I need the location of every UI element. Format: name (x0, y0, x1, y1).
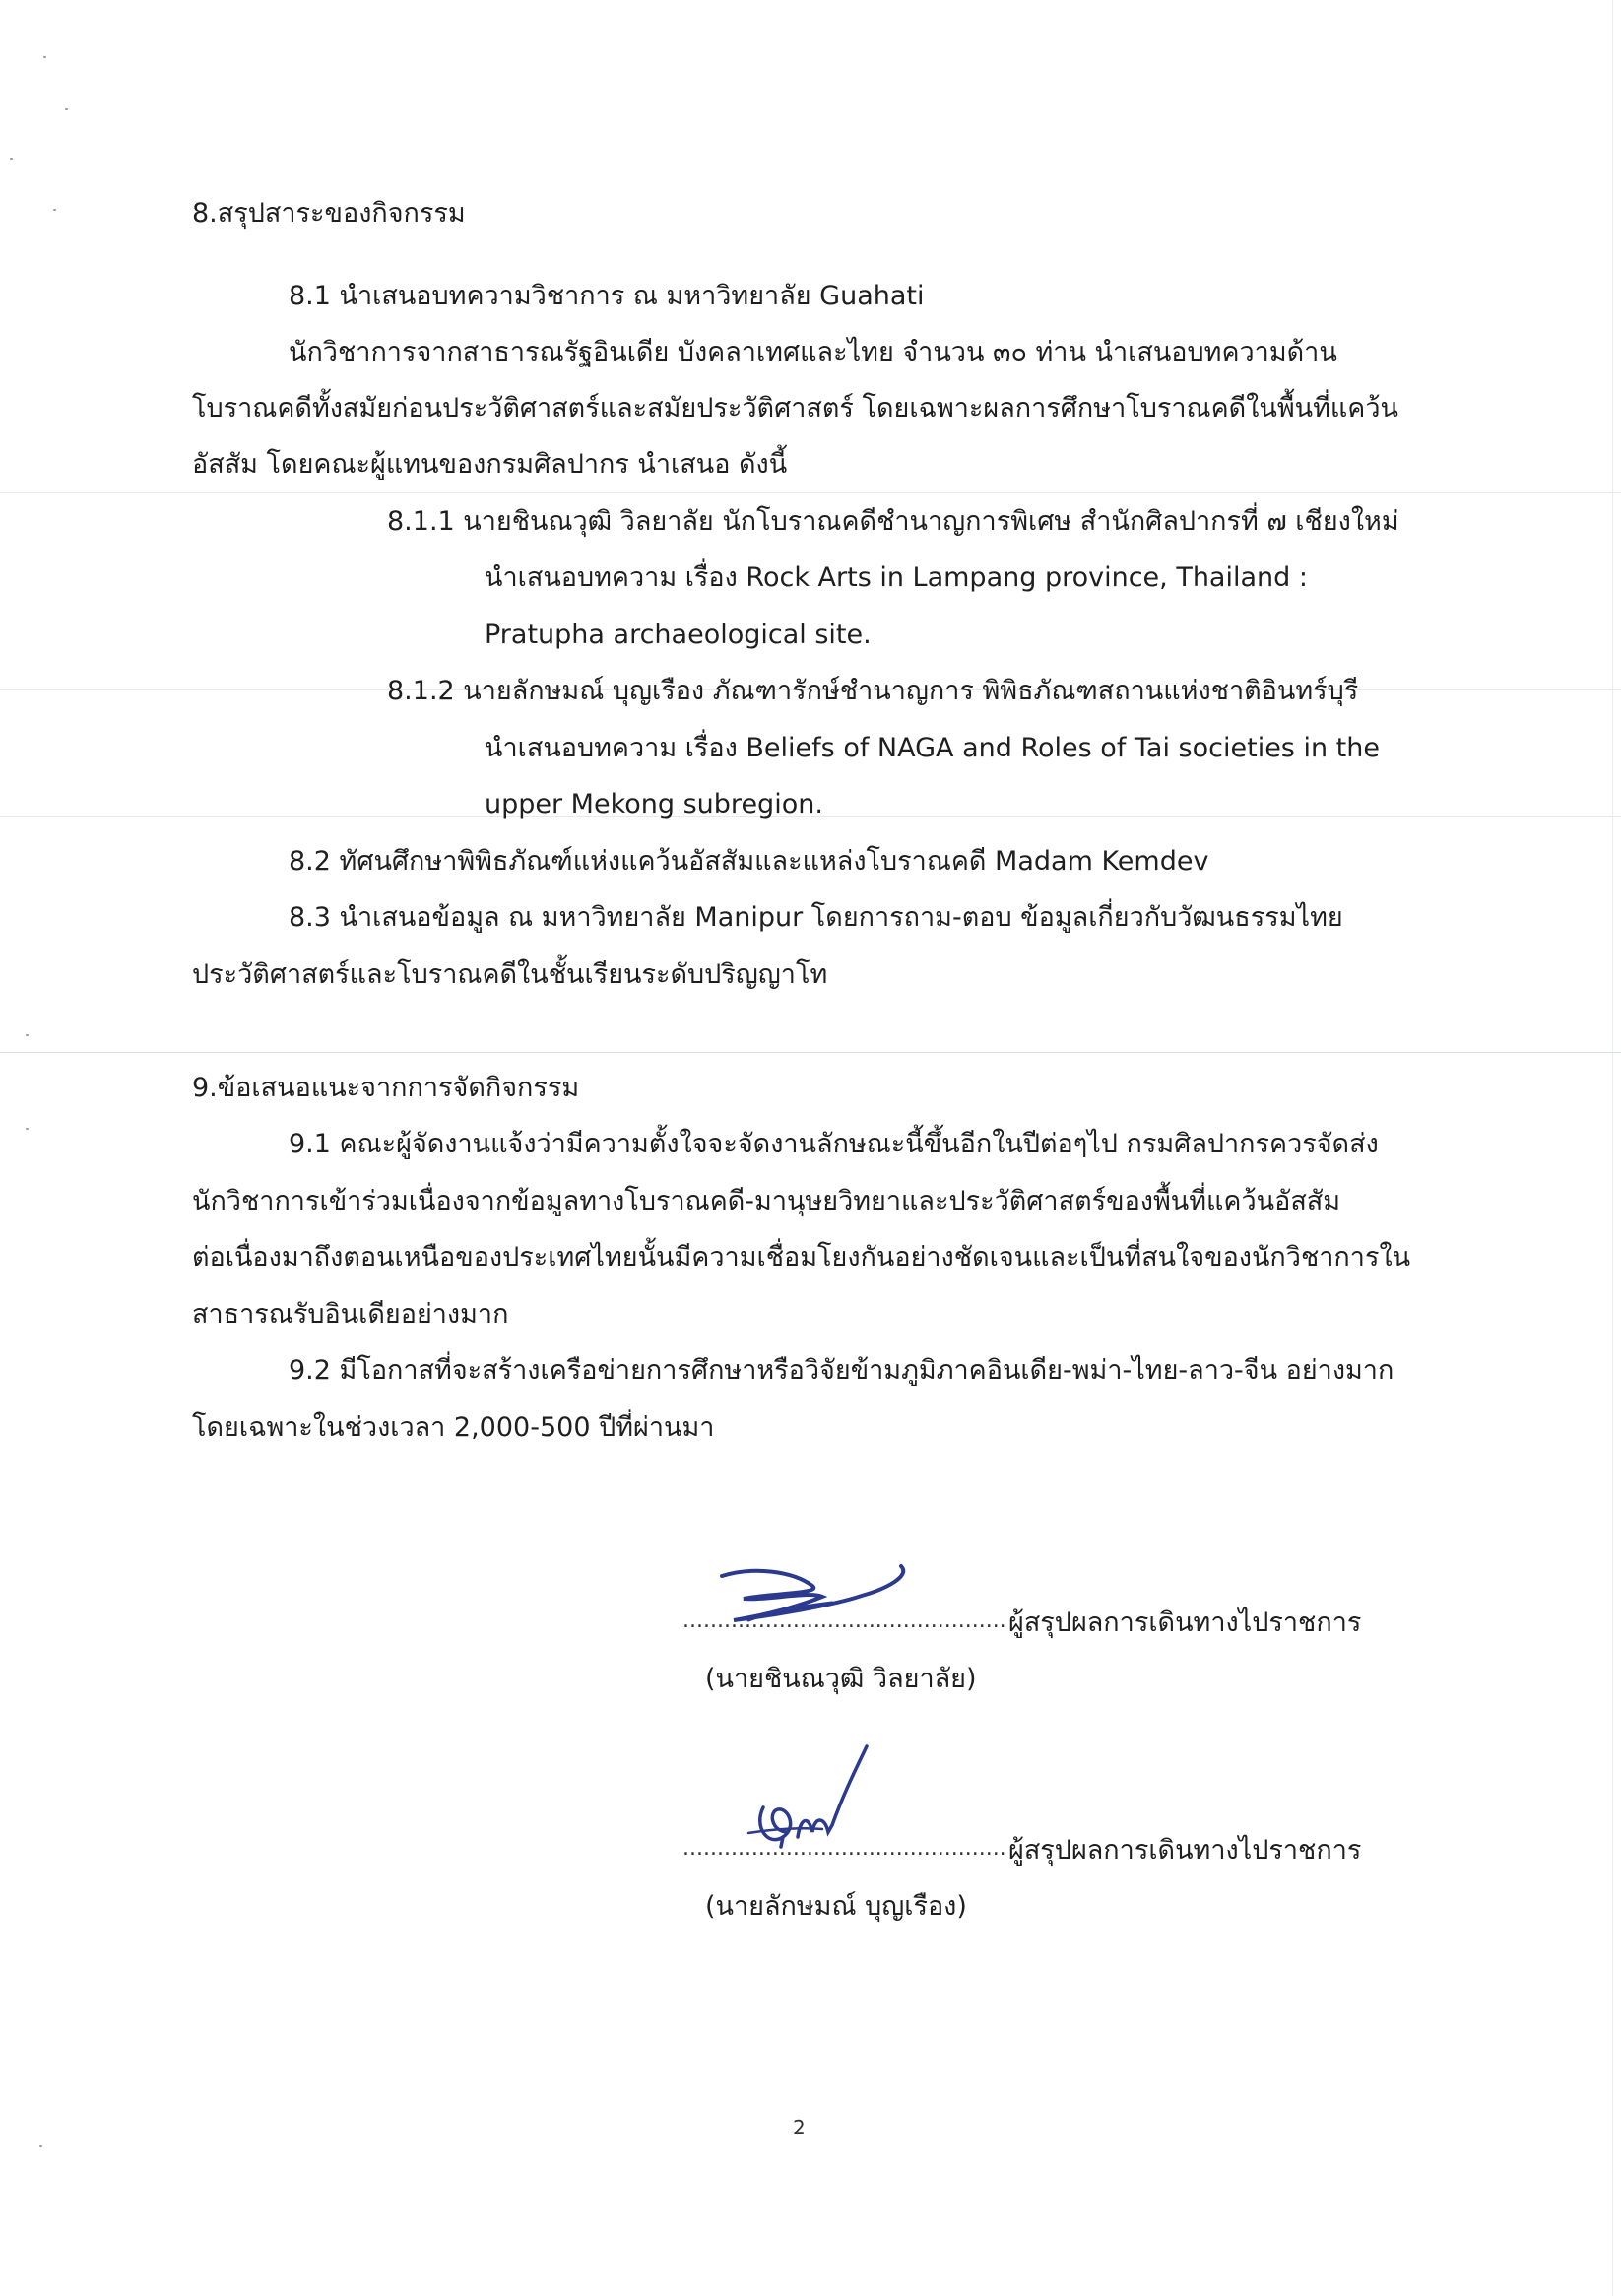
signature-2-dotted-line: ............................................... (682, 1836, 1006, 1861)
item-8-3-line: ประวัติศาสตร์และโบราณคดีในชั้นเรียนระดับปริญญาโท (192, 959, 828, 990)
item-8-1-1: 8.1.1 นายชินณวุฒิ วิลยาลัย นักโบราณคดีชำนาญการพิเศษ สำนักศิลปากรที่ ๗ เชียงใหม่ (387, 506, 1399, 537)
item-9-1-line: นักวิชาการเข้าร่วมเนื่องจากข้อมูลทางโบราณคดี-มานุษยวิทยาและประวัติศาสตร์ของพื้นที่แคว้นอัสสัม (192, 1186, 1341, 1216)
item-8-3: 8.3 นำเสนอข้อมูล ณ มหาวิทยาลัย Manipur โดยการถาม-ตอบ ข้อมูลเกี่ยวกับวัฒนธรรมไทย (289, 902, 1343, 933)
scan-line (0, 492, 1621, 493)
item-9-1-line: ต่อเนื่องมาถึงตอนเหนือของประเทศไทยนั้นมีความเชื่อมโยงกันอย่างชัดเจนและเป็นที่สนใจของนักวิชาการใน (192, 1242, 1411, 1273)
scan-line (0, 1052, 1621, 1053)
page-number: 2 (793, 2116, 806, 2139)
section-9-heading: 9.ข้อเสนอแนะจากการจัดกิจกรรม (192, 1073, 580, 1103)
signature-1-dotted-line: ............................................... (682, 1608, 1006, 1633)
para-8-1-line: อัสสัม โดยคณะผู้แทนของกรมศิลปากร นำเสนอ ดังนี้ (192, 449, 788, 480)
scan-speck (10, 158, 13, 160)
scan-speck (65, 108, 68, 110)
signature-1-name: (นายชินณวุฒิ วิลยาลัย) (705, 1664, 977, 1694)
para-8-1-line: โบราณคดีทั้งสมัยก่อนประวัติศาสตร์และสมัยประวัติศาสตร์ โดยเฉพาะผลการศึกษาโบราณคดีในพื้นที่แคว้น (192, 393, 1398, 424)
item-8-1-2-line: upper Mekong subregion. (485, 789, 823, 820)
signature-2-role: ผู้สรุปผลการเดินทางไปราชการ (1008, 1835, 1362, 1866)
item-9-1-line: สาธารณรับอินเดียอย่างมาก (192, 1299, 509, 1330)
item-8-1-2-line: นำเสนอบทความ เรื่อง Beliefs of NAGA and Roles of Tai societies in the (485, 733, 1380, 763)
item-9-2: 9.2 มีโอกาสที่จะสร้างเครือข่ายการศึกษาหรือวิจัยข้ามภูมิภาคอินเดีย-พม่า-ไทย-ลาว-จีน อย่างมาก (289, 1355, 1394, 1386)
para-8-1-line: นักวิชาการจากสาธารณรัฐอินเดีย บังคลาเทศและไทย จำนวน ๓๐ ท่าน นำเสนอบทความด้าน (289, 337, 1337, 367)
signature-1-role: ผู้สรุปผลการเดินทางไปราชการ (1008, 1607, 1362, 1638)
section-8-heading: 8.สรุปสาระของกิจกรรม (192, 198, 466, 229)
scan-speck (43, 56, 46, 58)
item-8-2: 8.2 ทัศนศึกษาพิพิธภัณฑ์แห่งแคว้นอัสสัมและแหล่งโบราณคดี Madam Kemdev (289, 846, 1209, 877)
scan-speck (53, 209, 56, 211)
item-9-1: 9.1 คณะผู้จัดงานแจ้งว่ามีความตั้งใจจะจัดงานลักษณะนี้ขึ้นอีกในปีต่อๆไป กรมศิลปากรควรจัดส่ง (289, 1129, 1379, 1159)
item-8-1-2: 8.1.2 นายลักษมณ์ บุญเรือง ภัณฑารักษ์ชำนาญการ พิพิธภัณฑสถานแห่งชาติอินทร์บุรี (387, 676, 1359, 706)
signature-2-name: (นายลักษมณ์ บุญเรือง) (705, 1891, 967, 1922)
item-8-1: 8.1 นำเสนอบทความวิชาการ ณ มหาวิทยาลัย Guahati (289, 281, 925, 311)
scan-speck (26, 1034, 29, 1036)
item-8-1-1-line: นำเสนอบทความ เรื่อง Rock Arts in Lampang province, Thailand : (485, 562, 1308, 593)
scan-speck (39, 2145, 42, 2147)
page-edge (1612, 0, 1613, 2296)
item-8-1-1-line: Pratupha archaeological site. (485, 620, 872, 650)
item-9-2-line: โดยเฉพาะในช่วงเวลา 2,000-500 ปีที่ผ่านมา (192, 1412, 715, 1443)
scan-speck (26, 1128, 29, 1130)
